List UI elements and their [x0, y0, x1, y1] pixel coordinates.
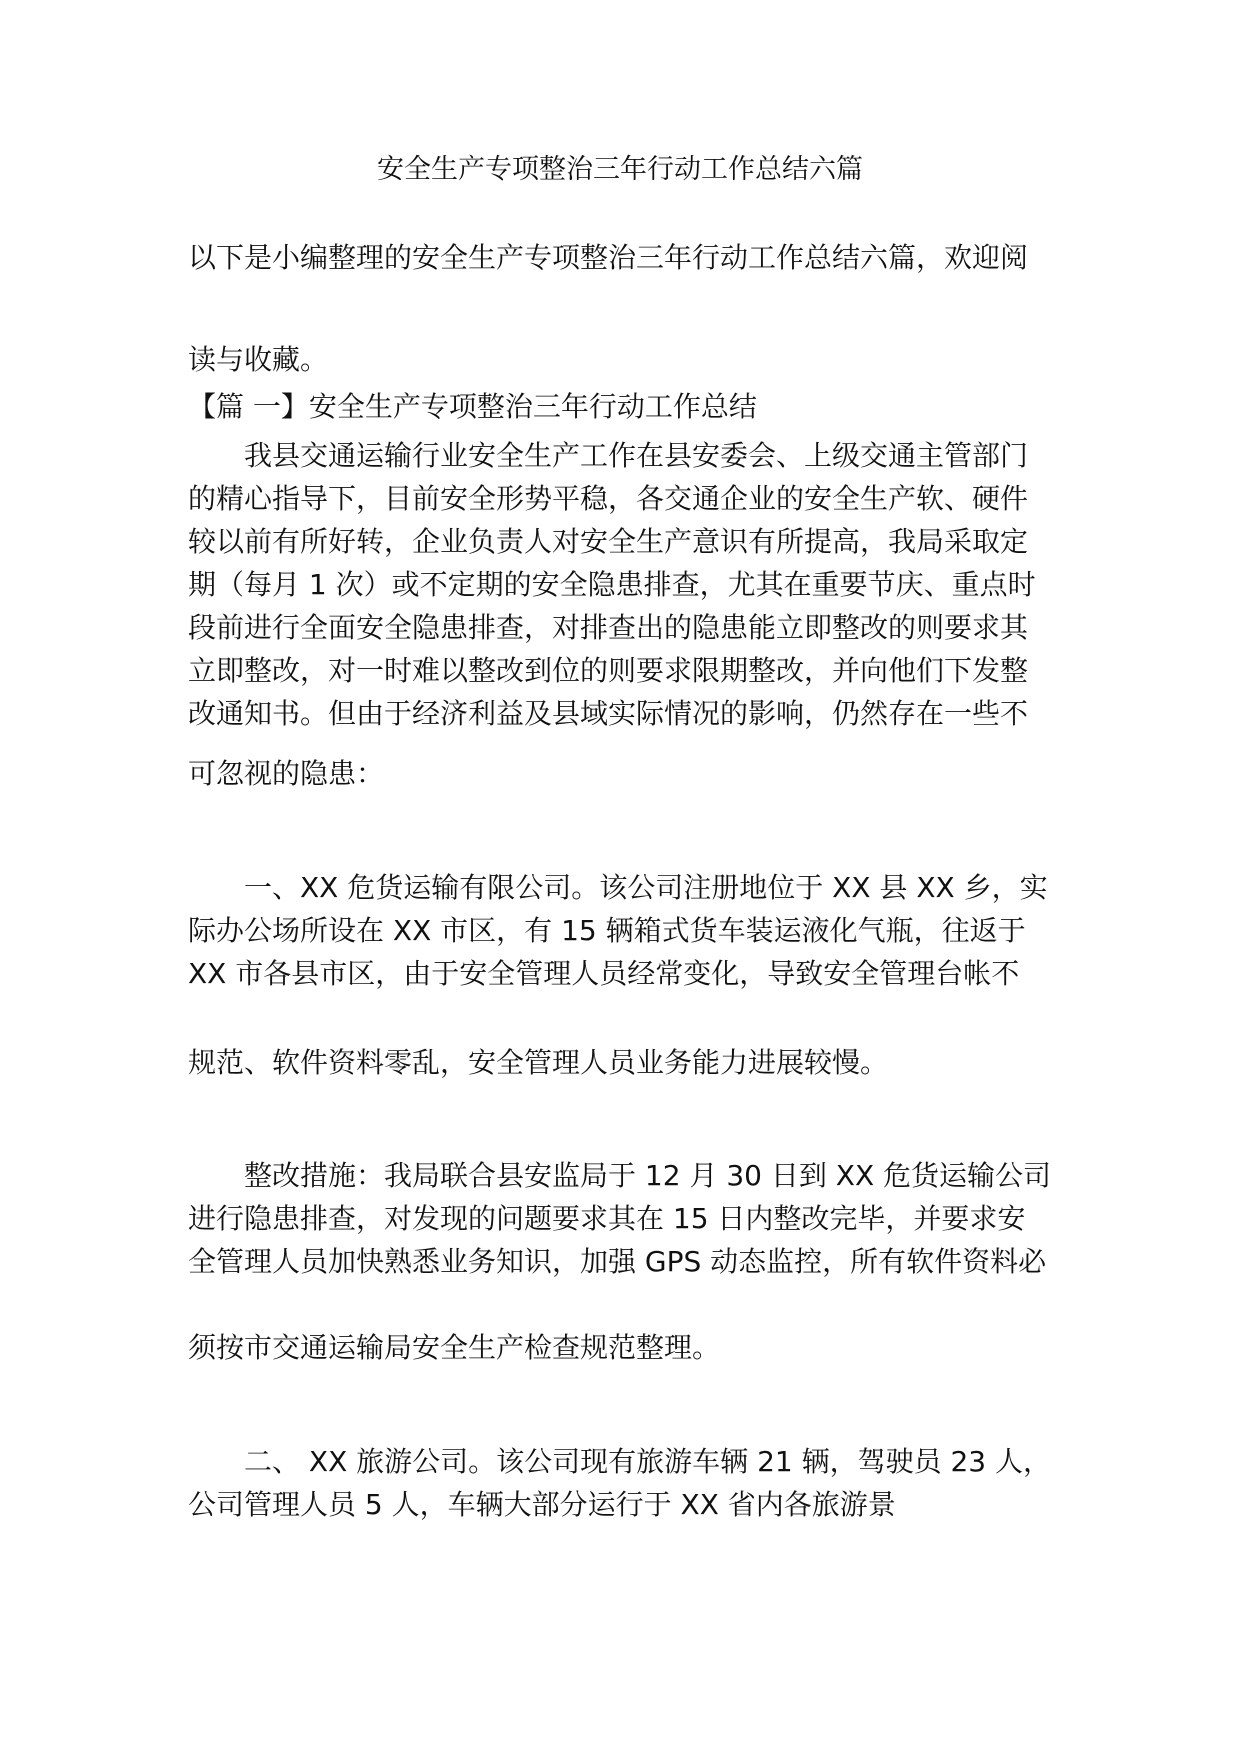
paragraph-1-continuation: 可忽视的隐患： — [188, 757, 385, 790]
intro-continuation: 读与收藏。 — [188, 343, 329, 376]
measure-1: 整改措施：我局联合县安监局于 12 月 30 日到 XX 危货运输公司 进行隐患排查，对发现的问题要求其在 15 日内整改完毕，并要求安 全管理人员加快熟悉业务知识，加强 GPS 动态监控，所有软件资料必 — [188, 1159, 1060, 1278]
section-heading: 【篇 一】安全生产专项整治三年行动工作总结 — [188, 390, 757, 423]
document-title: 安全生产专项整治三年行动工作总结六篇 — [377, 154, 863, 185]
measure-1-continuation: 须按市交通运输局安全生产检查规范整理。 — [188, 1331, 721, 1364]
paragraph-1: 我县交通运输行业安全生产工作在县安委会、上级交通主管部门 的精心指导下，目前安全形势平稳，各交通企业的安全生产软、硬件 较以前有所好转，企业负责人对安全生产意识有所提高，我局采取定 期（每月 1 次）或不定期的安全隐患排查，尤其在重要节庆、重点时 段前进行全面安全隐患排查，对排查出的隐患能立即整改的则要求其 立即整改，对一时难以整改到位的则要求限期整改，并向他们下发整 改通知书。但由于经济利益及县域实际情况的影响，仍然存在一些不 — [188, 439, 1045, 730]
intro-line-1: 以下是小编整理的安全生产专项整治三年行动工作总结六篇，欢迎阅 — [188, 241, 1029, 274]
intro-paragraph — [188, 236, 1058, 279]
item-1: 一、XX 危货运输有限公司。该公司注册地位于 XX 县 XX 乡，实 际办公场所设在 XX 市区，有 15 辆箱式货车装运液化气瓶，往返于 XX 市各县市区，由于安全管理人员经常变化，导致安全管理台帐不 — [188, 871, 1057, 990]
item-2: 二、 XX 旅游公司。该公司现有旅游车辆 21 辆，驾驶员 23 人， 公司管理人员 5 人，车辆大部分运行于 XX 省内各旅游景 — [188, 1445, 1060, 1521]
item-1-continuation: 规范、软件资料零乱，安全管理人员业务能力进展较慢。 — [188, 1046, 889, 1079]
